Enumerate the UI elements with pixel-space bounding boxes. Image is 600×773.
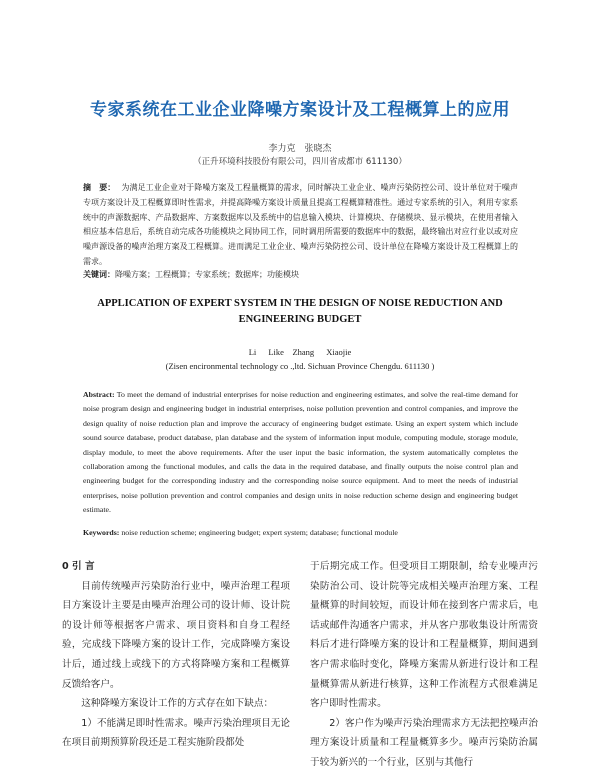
keywords-text-english: noise reduction scheme; engineering budget; expert system; database; functional module	[119, 528, 398, 537]
body-paragraph: 于后期完成工作。但受项目工期限制，给专业噪声污染防治公司、设计院等完成相关噪声治理方案、工程量概算的时间较短，而设计师在接到客户需求后，电话或邮件沟通客户需求，并从客户那收集设计所需资料后才进行降噪方案的设计和工程量概算，期间遇到客户需求临时变化，降噪方案需从新进行设计和工程量概算需从新进行核算，这种工作流程方式很难满足客户即时性需求。	[310, 561, 538, 710]
body-column-right	[310, 557, 538, 773]
affiliation-chinese: （正升环境科技股份有限公司，四川省成都市 611130）	[193, 157, 407, 167]
keywords-english	[83, 528, 518, 537]
abstract-text-english: To meet the demand of industrial enterprises for noise reduction and engineering estimates, and solve the real-time demand for noise program design and engineering budget in industrial enterprises, noise pollution prevention and control companies, and improve the design quality of noise reduction plan and improve the accuracy of engineering budget estimate. Using an expert system which include sound source database, product database, plan database and the system of information input module, computing module, storage module, display module, to meet the above requirements. After the user input the basic information, the system automatically completes the collaboration among the functional modules, and calls the data in the required database, and finally outputs the noise control plan and engineering budget for the corresponding industry and the corresponding noise source equipment. And to meet the needs of industrial enterprises, noise pollution prevention and control companies and design units in noise reduction scheme design and engineering budget estimate.	[83, 390, 518, 515]
body-paragraph: 这种降噪方案设计工作的方式存在如下缺点：	[81, 698, 274, 710]
section-heading-introduction: 0 引 言	[62, 561, 95, 572]
authors-english: Li Like Zhang Xiaojie	[248, 347, 352, 357]
body-paragraph: 1）不能满足即时性需求。噪声污染治理项目无论在项目前期预算阶段还是工程实施阶段都处	[62, 717, 290, 749]
abstract-label-english: Abstract:	[83, 390, 115, 399]
abstract-chinese	[83, 181, 518, 270]
body-paragraph: 目前传统噪声污染防治行业中，噪声治理工程项目方案设计主要是由噪声治理公司的设计师、设计院的设计师等根据客户需求、项目资料和自身工程经验，完成线下降噪方案的设计工作，完成降噪方案设计后，通过线上或线下的方式将降噪方案和工程概算反馈给客户。	[62, 580, 290, 690]
title-chinese: 专家系统在工业企业降噪方案设计及工程概算上的应用	[90, 100, 510, 120]
affiliation-english: (Zisen encironmental technology co .,ltd. Sichuan Province Chengdu. 611130 )	[165, 361, 435, 371]
title-english: APPLICATION OF EXPERT SYSTEM IN THE DESIGN OF NOISE REDUCTION AND ENGINEERING BUDGET	[97, 298, 503, 325]
abstract-english	[83, 388, 518, 518]
body-column-left	[62, 557, 290, 753]
abstract-text-chinese: 为满足工业企业对于降噪方案及工程量概算的需求，同时解决工业企业、噪声污染防控公司、设计单位对于噪声专项方案设计及工程概算即时性需求，并提高降噪方案设计质量且提高工程概算精准性。通过专家系统的引入，利用专家系统中的声源数据库、产品数据库、方案数据库以及系统中的信息输入模块、计算模块、存储模块、显示模块，在使用者输入相应基本信息后，系统自动完成各功能模块之间协同工作，同时调用所需要的数据库中的数据，最终输出对应行业以或对应噪声源设备的噪声治理方案及工程概算。进而满足工业企业、噪声污染防控公司、设计单位在降噪方案设计及工程概算上的需求。	[83, 183, 519, 266]
abstract-label-chinese: 摘 要：	[83, 183, 116, 192]
keywords-chinese	[83, 269, 518, 280]
keywords-label-chinese: 关键词：	[83, 270, 115, 279]
body-paragraph: 2）客户作为噪声污染治理需求方无法把控噪声治理方案设计质量和工程量概算多少。噪声污染防治属于较为新兴的一个行业，区别与其他行	[310, 717, 538, 768]
keywords-label-english: Keywords:	[83, 528, 120, 537]
authors-chinese: 李力克 张晓杰	[268, 144, 332, 154]
keywords-text-chinese: 降噪方案；工程概算；专家系统；数据库；功能模块	[115, 270, 299, 279]
